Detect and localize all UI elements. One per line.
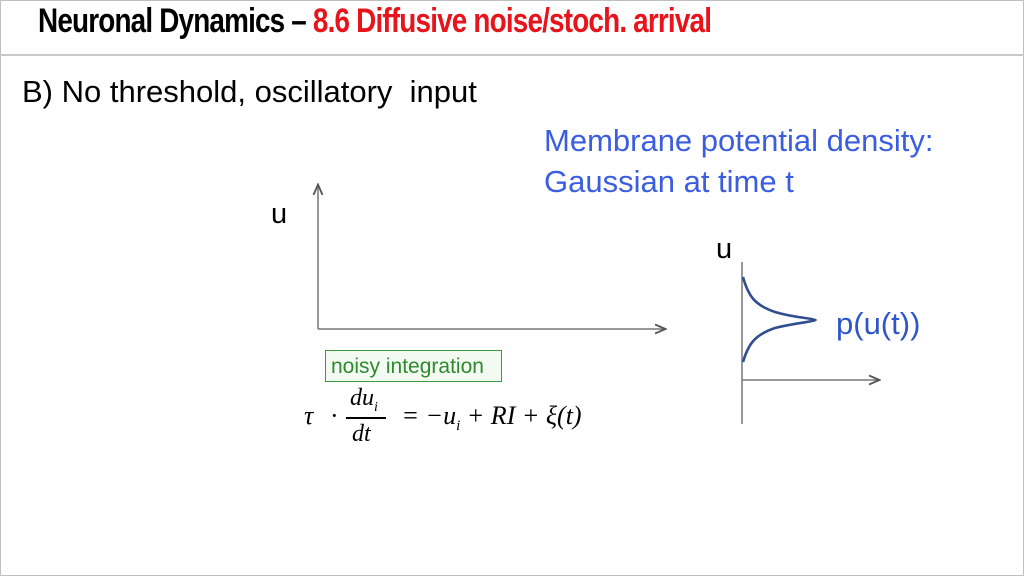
right-axis-label: u	[716, 233, 733, 265]
eq-rhs-part2: + RI + ξ(t)	[460, 401, 582, 430]
eq-rhs	[395, 401, 582, 435]
title-main: Neuronal Dynamics –	[38, 2, 306, 40]
eq-fraction-bar	[346, 417, 386, 419]
eq-numerator-text: du	[350, 385, 374, 411]
eq-numerator-sub: i	[374, 399, 378, 415]
noisy-integration-box	[325, 350, 502, 382]
density-label: p(u(t))	[836, 306, 921, 341]
noisy-integration-label: noisy integration	[331, 355, 484, 378]
gaussian-curve	[743, 277, 815, 362]
eq-dot: ·	[330, 401, 339, 430]
eq-rhs-part1: = −u	[395, 401, 457, 430]
eq-rhs-sub: i	[456, 418, 461, 435]
title-subtitle: 8.6 Diffusive noise/stoch. arrival	[312, 2, 712, 40]
langevin-equation	[300, 383, 620, 453]
eq-numerator	[350, 385, 378, 416]
left-axis-label: u	[271, 198, 288, 230]
eq-tau: τ	[304, 401, 314, 430]
section-heading: B) No threshold, oscillatory input	[22, 74, 477, 109]
eq-denominator: dt	[352, 421, 371, 447]
density-note-line1: Membrane potential density:	[544, 123, 934, 158]
density-note-line2: Gaussian at time t	[544, 164, 794, 199]
